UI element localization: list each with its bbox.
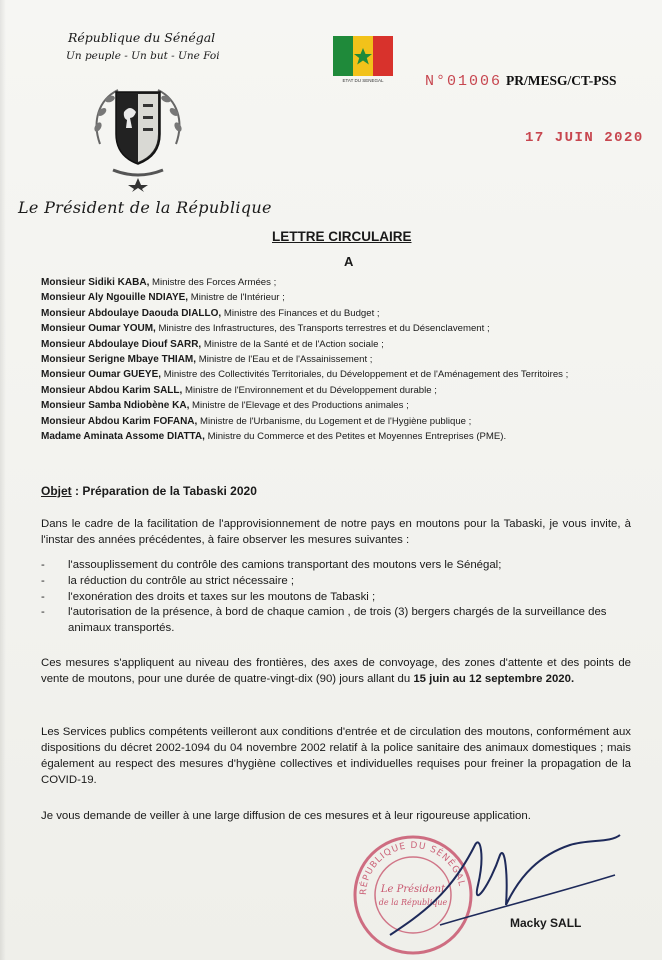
republic-motto: Un peuple - Un but - Une Foi	[66, 50, 220, 62]
coat-of-arms-icon	[88, 82, 188, 192]
senegal-flag-emblem	[333, 36, 393, 76]
list-item: - l'exonération des droits et taxes sur les moutons de Tabaski ;	[41, 590, 376, 603]
flag-caption: ETAT DU SENEGAL	[342, 78, 384, 83]
measures-list	[41, 558, 631, 637]
subject-line	[41, 484, 257, 498]
paragraph-closing: Je vous demande de veiller à une large diffusion de ces mesures et à leur rigoureuse application.	[41, 810, 531, 822]
subject-label: Objet	[41, 484, 72, 498]
letter-date: 17 JUIN 2020	[525, 130, 644, 146]
svg-text:Le Président: Le Président	[380, 884, 446, 895]
page-edge-shadow	[0, 0, 6, 960]
recipient-item: Monsieur Oumar YOUM, Ministre des Infrastructures, des Transports terrestres et du Désenclavement ;	[41, 323, 490, 335]
paragraph-services: Les Services publics compétents veilleront aux conditions d'entrée et de circulation des moutons, conformément aux dispositions du décret 2002-1094 du 04 novembre 2002 relatif à la police sanitaire des animaux domestiques ; mais également au respect des mesures d'hygiène collectives et individuelles requises pour freiner la propagation de la COVID-19.	[41, 726, 631, 786]
list-item: - l'autorisation de la présence, à bord de chaque camion , de trois (3) bergers chargés de la surveillance des animaux transportés.	[41, 606, 607, 635]
list-item: - l'assouplissement du contrôle des camions transportant des moutons vers le Sénégal;	[41, 559, 502, 571]
svg-text:de la République: de la République	[378, 898, 448, 907]
republic-heading: République du Sénégal	[68, 30, 216, 45]
svg-text:RÉPUBLIQUE DU SÉNÉGAL: RÉPUBLIQUE DU SÉNÉGAL	[358, 840, 467, 896]
list-item: - la réduction du contrôle au strict nécessaire ;	[41, 574, 295, 587]
signer-name: Macky SALL	[510, 916, 582, 930]
signature-scribble	[380, 815, 630, 945]
ref-number: N°01006	[425, 73, 503, 90]
recipient-item: Monsieur Abdou Karim SALL, Ministre de l'Environnement et du Développement durable ;	[41, 384, 437, 396]
paragraph-duration: Ces mesures s'appliquent au niveau des frontières, des axes de convoyage, des zones d'attente et des points de vente de moutons, pour une durée de quatre-vingt-dix (90) jours allant du 15 juin au 12 septembre 2020.	[41, 657, 631, 685]
recipient-item: Monsieur Abdou Karim FOFANA, Ministre de l'Urbanisme, du Logement et de l'Hygiène publique ;	[41, 415, 472, 427]
president-title: Le Président de la République	[18, 198, 272, 217]
subject-text: : Préparation de la Tabaski 2020	[71, 484, 257, 498]
reference-number	[425, 72, 617, 90]
recipient-item: Monsieur Aly Ngouille NDIAYE, Ministre de l'Intérieur ;	[41, 292, 285, 304]
ref-code: PR/MESG/CT-PSS	[506, 73, 617, 88]
recipient-item: Monsieur Serigne Mbaye THIAM, Ministre de l'Eau et de l'Assainissement ;	[41, 354, 373, 366]
recipient-list	[41, 275, 641, 444]
recipient-item: Monsieur Abdoulaye Daouda DIALLO, Ministre des Finances et du Budget ;	[41, 307, 380, 319]
recipient-item: Monsieur Samba Ndiobène KA, Ministre de l'Elevage et des Productions animales ;	[41, 400, 409, 412]
document-title: LETTRE CIRCULAIRE	[272, 229, 412, 244]
recipient-item: Madame Aminata Assome DIATTA, Ministre du Commerce et des Petites et Moyennes Entreprises (PME).	[41, 431, 507, 443]
recipients-label: A	[344, 254, 354, 269]
paragraph-intro: Dans le cadre de la facilitation de l'approvisionnement de notre pays en moutons pour la Tabaski, je vous invite, à l'instar des années précédentes, à faire observer les mesures suivantes :	[41, 518, 631, 546]
recipient-item: Monsieur Sidiki KABA, Ministre des Forces Armées ;	[41, 277, 277, 288]
recipient-item: Monsieur Abdoulaye Diouf SARR, Ministre de la Santé et de l'Action sociale ;	[41, 338, 384, 350]
recipient-item: Monsieur Oumar GUEYE, Ministre des Collectivités Territoriales, du Développement et de l'Aménagement des Territoires ;	[41, 369, 569, 381]
